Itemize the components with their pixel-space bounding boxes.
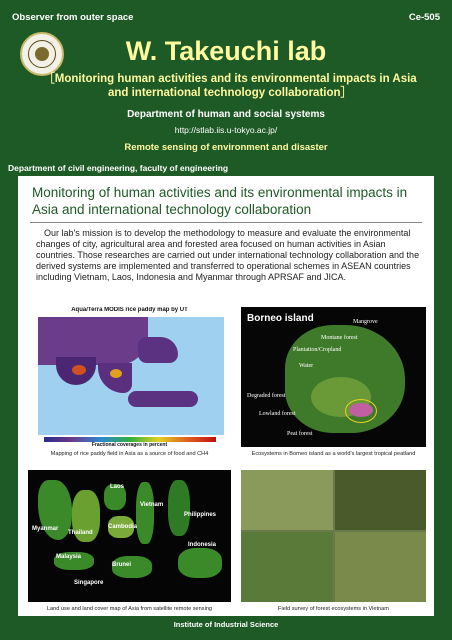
label-indonesia: Indonesia <box>188 542 217 548</box>
research-subtitle: ［Monitoring human activities and its environmental impacts in Asia and international technology collaboration］ <box>43 73 417 99</box>
paddy-hotspot-ganges <box>72 365 86 375</box>
mission-text <box>36 228 420 283</box>
label-vietnam: Vietnam <box>140 502 164 508</box>
panel-title: Monitoring of human activities and its environmental impacts in Asia and international technology collaboration <box>32 185 408 217</box>
content-panel <box>18 176 434 616</box>
rice-paddy-map <box>28 307 231 447</box>
legend-peat: Peat forest <box>287 431 313 437</box>
label-brunei: Brunei <box>112 562 132 568</box>
legend-plantation: Plantation/Cropland <box>293 347 342 353</box>
land-islands <box>128 391 198 407</box>
figure-caption: Land use and land cover map of Asia from satellite remote sensing <box>46 606 213 612</box>
indonesia-shape <box>178 548 222 578</box>
paddy-hotspot-mekong <box>110 369 122 378</box>
photo-understory <box>335 532 426 602</box>
legend-water: Water <box>299 363 314 369</box>
philippines-shape <box>168 480 190 536</box>
map-title: Borneo island <box>247 313 314 324</box>
legend-mangrove: Mangrove <box>353 319 378 325</box>
label-myanmar: Myanmar <box>32 526 59 532</box>
land-cover-map <box>28 470 231 602</box>
lab-url[interactable]: http://stlab.iis.u-tokyo.ac.jp/ <box>174 125 278 135</box>
legend-montane: Montane forest <box>321 335 358 341</box>
lab-title: W. Takeuchi lab <box>125 36 327 66</box>
legend-lowland: Lowland forest <box>259 411 296 417</box>
department-name: Department of human and social systems <box>127 109 325 120</box>
label-singapore: Singapore <box>74 580 104 586</box>
colorbar-label: Fractional coverages in percent <box>91 442 168 447</box>
mission-paragraph: Our lab's mission is to develop the methodology to measure and evaluate the environmental changes of city, agricultural area and forested area focused on human activities in Asian countries. Those researches are carried out under international technology collaboration and the derived systems are implemented and transferred to operational schemes in ASEAN countries including Vietnam, Laos, Indonesia and Myanmar through APRSAF and JICA. <box>36 228 420 282</box>
poster-code: Ce-505 <box>408 12 440 23</box>
legend-degraded: Degraded forest <box>247 393 286 399</box>
institute-footer: Institute of Industrial Science <box>173 620 279 629</box>
label-cambodia: Cambodia <box>108 524 138 530</box>
figure-caption: Ecosystems in Borneo island as a world's largest tropical peatland <box>251 451 416 457</box>
label-laos: Laos <box>110 484 125 490</box>
label-malaysia: Malaysia <box>56 554 82 560</box>
poster-header <box>0 0 452 190</box>
peat-highlight-circle <box>345 399 377 423</box>
vietnam-shape <box>136 482 154 544</box>
divider <box>30 222 422 223</box>
photo-forest-stand <box>335 470 426 530</box>
land-east-asia <box>138 337 178 363</box>
figure-caption: Mapping of rice paddy field in Asia as a source of food and CH4 <box>50 451 209 457</box>
borneo-ecosystem-map <box>241 307 426 447</box>
figure-caption: Field survey of forest ecosystems in Vietnam <box>278 606 389 612</box>
label-thailand: Thailand <box>68 530 93 536</box>
photo-survey-team <box>241 470 333 530</box>
photo-canopy <box>241 532 333 602</box>
label-philippines: Philippines <box>184 512 217 518</box>
field-survey-photos <box>241 470 426 602</box>
series-label: Observer from outer space <box>12 12 134 23</box>
faculty-name: Department of civil engineering, faculty of engineering <box>8 163 229 173</box>
research-field: Remote sensing of environment and disaster <box>124 142 328 153</box>
map-title: Aqua/Terra MODIS rice paddy map by UT <box>71 307 188 313</box>
